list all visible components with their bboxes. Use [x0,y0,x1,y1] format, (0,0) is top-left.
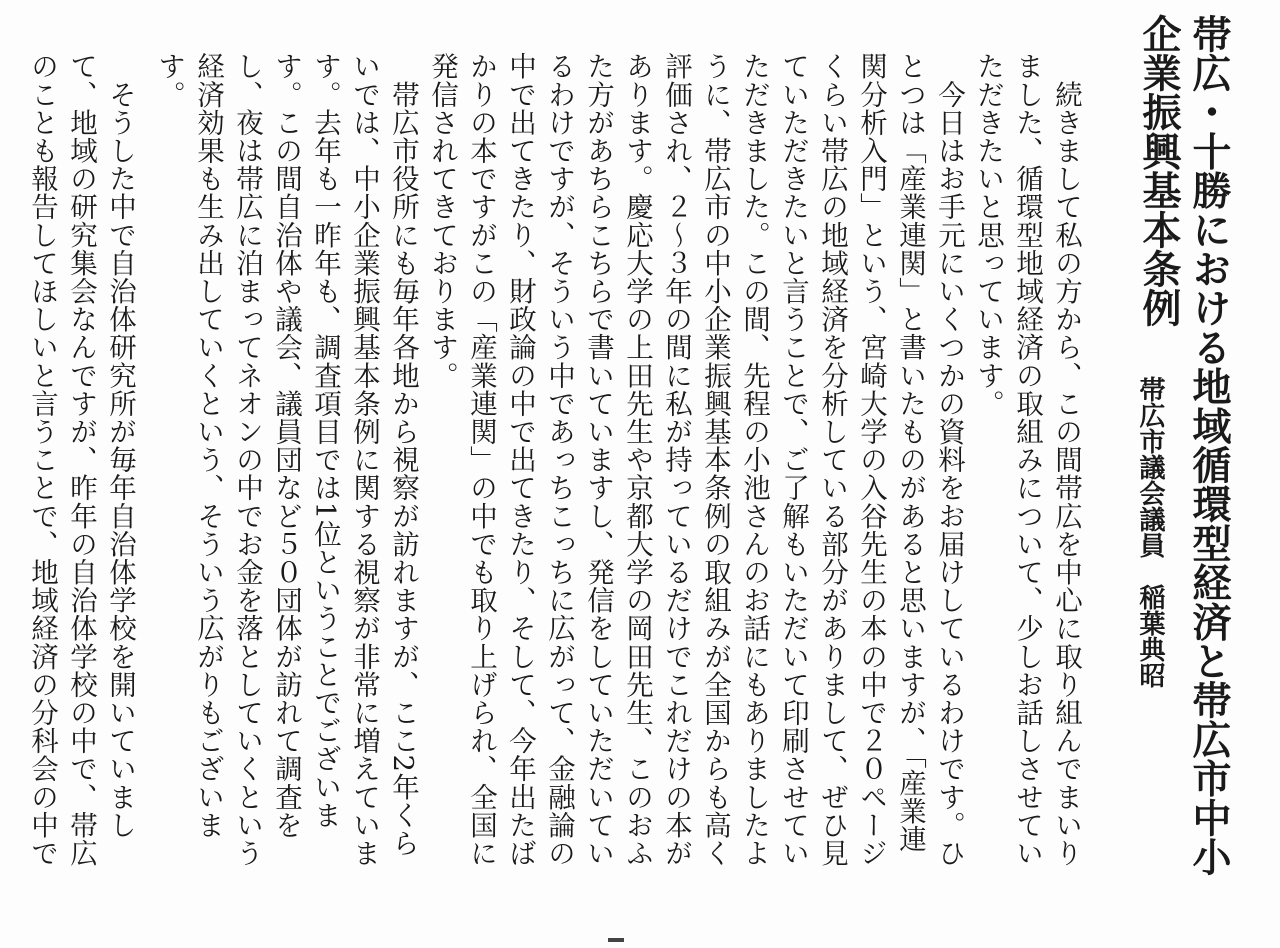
body-column: た方があちらこちらで書いていますし、発信をしていただいてい [582,52,614,867]
body-column: とつは「産業連関」と書いたものがあると思いますが、「産業連 [894,52,926,854]
body-column: るわけですが、そういう中であっちこっちに広がって、金融論の [543,52,575,867]
article-title-line-1: 帯広・十勝における地域循環型経済と帯広市中小 [1186,14,1231,877]
body-column: あります。慶応大学の上田先生や京都大学の岡田先生、このおふ [621,52,653,867]
body-column: 経済効果も生み出していくという、そういう広がりもございま [192,52,224,839]
body-column: いでは、中小企業振興基本条例に関する視察が非常に増えていま [348,52,380,867]
body-column: す。 [153,52,185,109]
article-title-line-2: 企業振興基本条例 [1136,14,1181,328]
body-column: そうした中で自治体研究所が毎年自治体学校を開いていまし [104,52,136,839]
body-column: 続きまして私の方から、この間帯広を中心に取り組んでまいり [1050,52,1082,867]
body-column: し、夜は帯広に泊まってネオンの中でお金を落としていくという [231,52,263,867]
body-column: ていただきたいと言うことで、ご了解もいただいて印刷させてい [777,52,809,867]
body-column: かりの本ですがこの「産業連関」の中でも取り上げられ、全国に [465,52,497,867]
body-column: うに、帯広市の中小企業振興基本条例の取組みが全国からも高く [699,52,731,867]
body-column: 評価され、２～３年の間に私が持っているだけでこれだけの本が [660,52,692,867]
body-column: 発信されてきております。 [426,52,458,390]
body-column: のことも報告してほしいと言うことで、地域経済の分科会の中で [26,52,58,867]
body-column: ただきたいと思っています。 [972,52,1004,418]
body-column: す。この間自治体や議会、議員団など５０団体が訪れて調査を [270,52,302,839]
article-byline: 帯広市議会議員 稲葉典昭 [1135,376,1165,688]
body-column: 帯広市役所にも毎年各地から視察が訪れますが、ここ2年くら [387,52,419,857]
body-column: す。去年も一昨年も、調査項目では1位ということでございま [309,52,341,829]
body-column: 関分析入門」という、宮崎大学の入谷先生の本の中で２０ページ [855,52,887,867]
body-column: くらい帯広の地域経済を分析している部分がありまして、ぜひ見 [816,52,848,867]
body-column: 中で出てきたり、財政論の中で出てきたり、そして、今年出たば [504,52,536,867]
body-column: 今日はお手元にいくつかの資料をお届けしているわけです。ひ [933,52,965,867]
body-column: て、地域の研究集会なんですが、昨年の自治体学校の中で、帯広 [65,52,97,867]
page-number-fragment [608,938,624,942]
body-column: ました、循環型地域経済の取組みについて、少しお話しさせてい [1011,52,1043,867]
body-column: ただきました。この間、先程の小池さんのお話にもありましたよ [738,52,770,867]
